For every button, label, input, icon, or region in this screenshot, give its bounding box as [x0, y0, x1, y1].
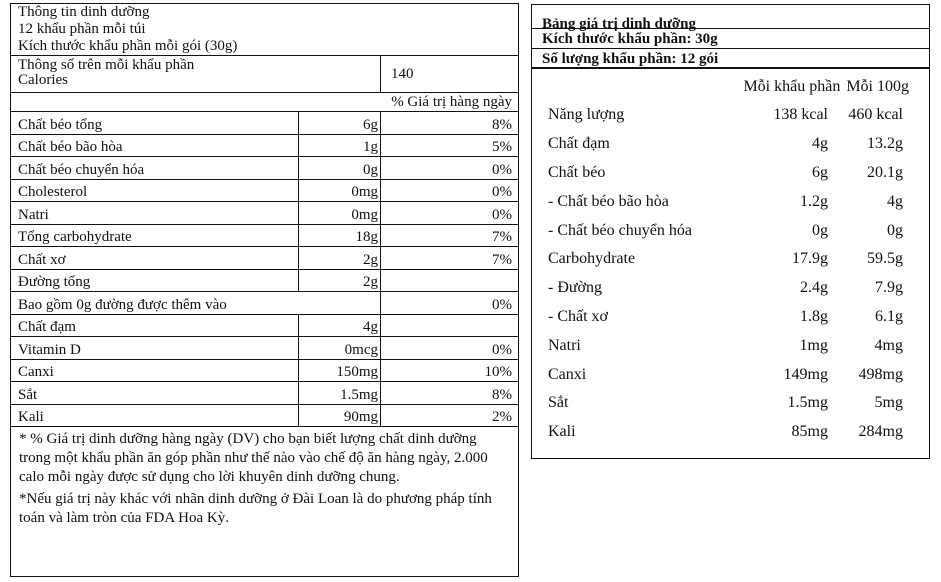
- nutrient-name: Sắt: [11, 382, 299, 404]
- nutrient-name: Chất béo bão hòa: [11, 135, 299, 157]
- calories-value: 140: [391, 66, 414, 82]
- nutrient-dv: 0%: [492, 341, 512, 358]
- per-serving-value: 1.5mg: [787, 394, 828, 412]
- table-row: [532, 187, 929, 216]
- per-serving-value: 85mg: [791, 423, 828, 441]
- per-100g-value: 0g: [887, 221, 903, 239]
- table-row: [532, 418, 929, 447]
- footnotes: [11, 427, 518, 528]
- calories-label-cell: [11, 56, 381, 92]
- nutrient-amount: 0mcg: [299, 337, 381, 359]
- nutrient-name: Chất đạm: [11, 315, 299, 337]
- nutrient-name: Bao gồm 0g đường được thêm vào: [11, 292, 381, 314]
- nutrient-name: - Chất béo chuyển hóa: [548, 221, 692, 239]
- nutrient-name: Cholesterol: [11, 180, 299, 202]
- table-row: [11, 225, 518, 248]
- nutrient-dv: 8%: [492, 116, 512, 133]
- dv-header: % Giá trị hàng ngày: [11, 93, 518, 112]
- per-100g-value: 59.5g: [867, 250, 903, 268]
- right-column-headers: [532, 69, 929, 96]
- per-100g-value: 460 kcal: [848, 106, 903, 124]
- left-servings: 12 khẩu phần mỗi túi: [18, 21, 146, 37]
- nutrient-name: Chất xơ: [11, 247, 299, 269]
- nutrient-dv: 2%: [492, 409, 512, 425]
- nutrient-dv: 8%: [492, 386, 512, 403]
- nutrient-amount: 90mg: [299, 405, 381, 427]
- nutrient-amount: 2g: [299, 247, 381, 269]
- nutrient-dv: 7%: [492, 229, 512, 245]
- col-per-100g: Mỗi 100g: [846, 78, 909, 95]
- col-per-serving: Mỗi khẩu phần: [743, 78, 841, 95]
- nutrient-name: Chất đạm: [548, 135, 610, 153]
- per-serving-value: 0g: [812, 221, 828, 239]
- nutrient-amount: 0mg: [299, 202, 381, 224]
- per-100g-value: 4g: [887, 192, 903, 210]
- table-row: [532, 216, 929, 245]
- per-100g-value: 5mg: [874, 394, 903, 412]
- nutrient-amount: 1g: [299, 135, 381, 157]
- table-row: [11, 135, 518, 158]
- per-serving-value: 2.4g: [800, 279, 828, 297]
- nutrient-name: Canxi: [11, 360, 299, 382]
- table-row: [532, 130, 929, 159]
- table-row: [11, 157, 518, 180]
- per-serving-value: 1mg: [799, 336, 828, 354]
- nutrient-dv: 0%: [492, 184, 512, 200]
- nutrient-dv: 10%: [484, 364, 512, 380]
- table-row: [532, 303, 929, 332]
- per-serving-label: Thông số trên mỗi khẩu phần: [18, 57, 195, 73]
- nutrient-name: Vitamin D: [11, 337, 299, 359]
- per-100g-value: 284mg: [858, 423, 903, 441]
- table-row: [11, 382, 518, 405]
- nutrient-dv: [381, 315, 518, 337]
- nutrient-dv: 0%: [492, 296, 512, 313]
- nutrient-name: - Chất béo bão hòa: [548, 192, 669, 210]
- tw-nutrition-label: [531, 4, 930, 459]
- table-row: [532, 101, 929, 130]
- nutrient-name: Chất béo: [548, 163, 606, 181]
- table-row: [532, 245, 929, 274]
- nutrient-name: Kali: [548, 423, 576, 441]
- nutrient-amount: 150mg: [299, 360, 381, 382]
- table-row: [532, 274, 929, 303]
- per-serving-value: 138 kcal: [773, 106, 828, 124]
- nutrient-name: Sắt: [548, 394, 569, 412]
- nutrient-name: Đường tổng: [11, 270, 299, 292]
- nutrient-name: Carbohydrate: [548, 250, 636, 268]
- per-100g-value: 7.9g: [875, 279, 903, 297]
- table-row: [532, 331, 929, 360]
- us-nutrition-label: [10, 3, 519, 577]
- nutrient-amount: 6g: [299, 112, 381, 134]
- nutrient-amount: 0mg: [299, 180, 381, 202]
- table-row: [11, 315, 518, 338]
- table-row: [11, 292, 518, 315]
- per-serving-value: 4g: [812, 135, 828, 153]
- nutrient-amount: 4g: [299, 315, 381, 337]
- table-row: [11, 405, 518, 428]
- right-serving-size: Kích thước khẩu phần: 30g: [532, 29, 929, 49]
- nutrient-amount: 1.5mg: [299, 382, 381, 404]
- nutrient-name: Kali: [11, 405, 299, 427]
- per-serving-value: 17.9g: [792, 250, 828, 268]
- table-row: [11, 202, 518, 225]
- table-row: [532, 360, 929, 389]
- nutrient-name: Năng lượng: [548, 106, 625, 124]
- per-100g-value: 4mg: [874, 336, 903, 354]
- footnote-dv: * % Giá trị dinh dưỡng hàng ngày (DV) cho bạn biết lượng chất dinh dưỡng trong một khẩu phần ăn góp phần như thế nào vào chế độ ăn hàng ngày, 2.000 calo mỗi ngày được sử dụng cho lời khuyên dinh dưỡng chung.: [19, 431, 488, 485]
- table-row: [11, 360, 518, 383]
- nutrient-dv: 0%: [492, 161, 512, 178]
- table-row: [532, 159, 929, 188]
- nutrient-name: Chất béo chuyển hóa: [11, 157, 299, 179]
- per-100g-value: 6.1g: [875, 307, 903, 325]
- nutrient-name: Canxi: [548, 365, 587, 383]
- nutrient-dv: 5%: [492, 139, 512, 155]
- nutrient-name: Chất béo tổng: [11, 112, 299, 134]
- per-100g-value: 13.2g: [867, 135, 903, 153]
- nutrient-amount: 2g: [299, 270, 381, 292]
- nutrient-dv: [381, 270, 518, 292]
- per-serving-value: 149mg: [783, 365, 828, 383]
- nutrient-name: - Đường: [548, 279, 603, 297]
- footnote-fda: *Nếu giá trị này khác với nhãn dinh dưỡng ở Đài Loan là do phương pháp tính toán và làm tròn của FDA Hoa Kỳ.: [19, 491, 492, 526]
- table-row: [11, 112, 518, 135]
- nutrient-name: Natri: [11, 202, 299, 224]
- nutrient-name: - Chất xơ: [548, 307, 609, 325]
- per-100g-value: 498mg: [858, 365, 903, 383]
- left-serving-size: Kích thước khẩu phần mỗi gói (30g): [11, 38, 518, 56]
- calories-label: Calories: [18, 72, 68, 88]
- right-servings: Số lượng khẩu phần: 12 gói: [532, 49, 929, 69]
- table-row: [532, 389, 929, 418]
- nutrient-dv: 0%: [492, 206, 512, 223]
- per-serving-value: 1.8g: [800, 307, 828, 325]
- calories-row: [11, 56, 518, 93]
- table-row: [11, 247, 518, 270]
- per-100g-value: 20.1g: [867, 163, 903, 181]
- right-rows: [532, 96, 929, 447]
- nutrient-name: Tổng carbohydrate: [11, 225, 299, 247]
- table-row: [11, 180, 518, 203]
- table-row: [11, 337, 518, 360]
- table-row: [11, 270, 518, 293]
- nutrient-amount: 18g: [299, 225, 381, 247]
- nutrient-amount: 0g: [299, 157, 381, 179]
- nutrient-dv: 7%: [492, 251, 512, 268]
- per-serving-value: 1.2g: [800, 192, 828, 210]
- nutrient-name: Natri: [548, 336, 581, 354]
- left-title: Thông tin dinh dưỡng: [18, 4, 150, 20]
- right-title: Bảng giá trị dinh dưỡng: [532, 5, 929, 29]
- per-serving-value: 6g: [812, 163, 828, 181]
